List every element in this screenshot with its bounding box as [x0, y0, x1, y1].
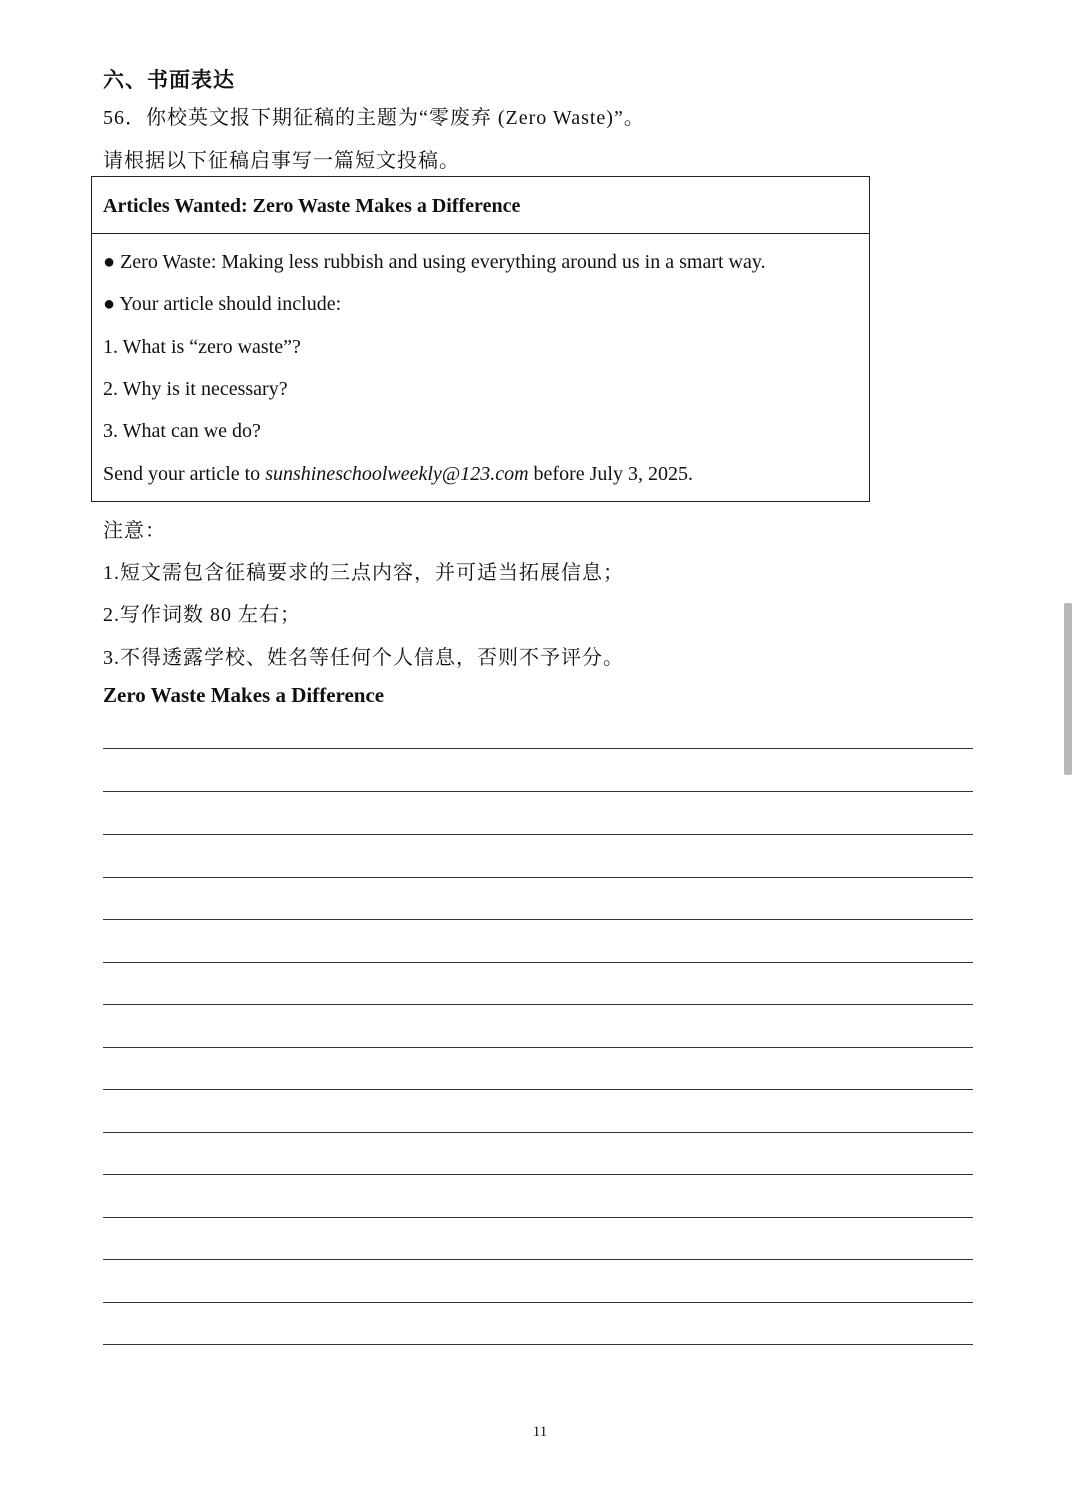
notice-item-1: 1. What is “zero waste”? — [103, 336, 301, 358]
question-instruction: 请根据以下征稿启事写一篇短文投稿。 — [103, 150, 460, 172]
writing-line[interactable] — [103, 834, 973, 835]
notice-bullet-include: ● Your article should include: — [103, 293, 342, 315]
send-prefix: Send your article to — [103, 463, 266, 485]
note-2: 2.写作词数 80 左右； — [103, 604, 301, 626]
writing-line[interactable] — [103, 1174, 973, 1175]
writing-line[interactable] — [103, 1132, 973, 1133]
notice-bullet-definition: ● Zero Waste: Making less rubbish and using everything around us in a smart way. — [103, 251, 766, 273]
page-number: 11 — [532, 1424, 548, 1440]
notice-box — [91, 176, 870, 502]
section-heading: 六、书面表达 — [103, 68, 235, 92]
writing-line[interactable] — [103, 919, 973, 920]
notes-label: 注意： — [103, 520, 166, 542]
email-address: sunshineschoolweekly@123.com — [265, 463, 529, 485]
writing-line[interactable] — [103, 1047, 973, 1048]
notice-send-line — [103, 463, 693, 486]
note-1: 1.短文需包含征稿要求的三点内容，并可适当拓展信息； — [103, 562, 624, 584]
writing-line[interactable] — [103, 1344, 973, 1345]
writing-line[interactable] — [103, 1302, 973, 1303]
writing-line[interactable] — [103, 1259, 973, 1260]
notice-item-3: 3. What can we do? — [103, 420, 261, 442]
writing-line[interactable] — [103, 1217, 973, 1218]
writing-line[interactable] — [103, 962, 973, 963]
essay-title: Zero Waste Makes a Difference — [103, 683, 385, 707]
notice-title: Articles Wanted: Zero Waste Makes a Difference — [92, 177, 869, 234]
writing-line[interactable] — [103, 1004, 973, 1005]
writing-line[interactable] — [103, 791, 973, 792]
writing-line[interactable] — [103, 877, 973, 878]
writing-line[interactable] — [103, 1089, 973, 1090]
notice-item-2: 2. Why is it necessary? — [103, 378, 288, 400]
send-suffix: before July 3, 2025. — [528, 463, 693, 485]
writing-line[interactable] — [103, 748, 973, 749]
note-3: 3.不得透露学校、姓名等任何个人信息，否则不予评分。 — [103, 647, 624, 669]
question-prompt: 56．你校英文报下期征稿的主题为“零废弃 (Zero Waste)”。 — [103, 107, 645, 129]
scrollbar-thumb[interactable] — [1064, 603, 1072, 775]
